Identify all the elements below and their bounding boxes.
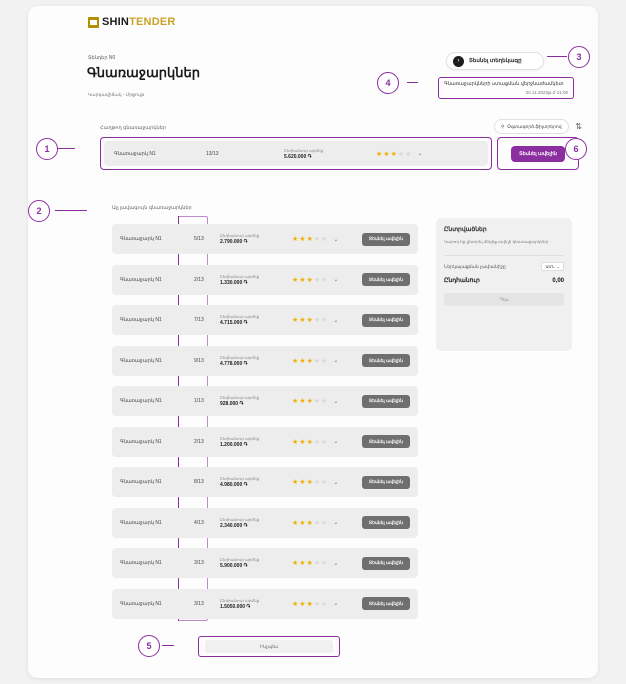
deadline-label: Գնառաջարկների ստացման վերջնաժամկետ <box>444 81 564 87</box>
row-price-label: Ընդհանուր արժեք <box>220 314 260 319</box>
chevron-down-icon[interactable]: ⌄ <box>333 560 339 567</box>
row-price <box>220 598 292 610</box>
filter-chip[interactable] <box>494 119 569 134</box>
row-company: Գնառաջարկ N1 <box>120 479 162 485</box>
row-price-label: Ընդհանուր արժեք <box>220 395 260 400</box>
star-icon: ★ <box>306 438 313 446</box>
callout-badge-1: 1 <box>36 138 58 160</box>
row-company: Գնառաջարկ N1 <box>120 276 162 283</box>
star-icon: ★ <box>299 236 306 243</box>
row-count: 3/13 <box>194 560 204 566</box>
row-price <box>220 436 292 448</box>
page-subtitle: Կարգավիճակ - Մրցույթ <box>88 92 145 97</box>
row-select-button[interactable]: Տեսնել ավելին <box>362 314 410 327</box>
row-price <box>220 476 292 488</box>
callout-connector-2 <box>55 210 87 211</box>
row-rating[interactable] <box>292 559 338 567</box>
table-row[interactable] <box>112 265 418 295</box>
row-price-label: Ընդհանուր արժեք <box>220 273 260 279</box>
callout-connector-1 <box>55 148 75 149</box>
star-icon: ★ <box>313 317 321 324</box>
star-icon: ★ <box>306 357 313 365</box>
row-select-button[interactable]: Տեսնել ավելին <box>362 516 410 529</box>
brand-logo[interactable] <box>88 16 176 28</box>
star-icon: ★ <box>321 317 328 324</box>
star-icon: ★ <box>313 398 321 405</box>
star-icon: ★ <box>321 479 328 486</box>
row-price-value: 5.900.000 ֏ <box>220 563 248 569</box>
deadline-box <box>438 77 574 99</box>
star-icon: ★ <box>292 438 299 446</box>
row-price <box>220 233 292 245</box>
panel-title: Ընտրվածներ <box>444 227 487 233</box>
currency-value: ԱՄՆ <box>545 264 555 270</box>
panel-currency-row <box>444 262 564 271</box>
currency-select[interactable] <box>541 262 564 271</box>
row-price-value: 4.980.000 ֏ <box>220 482 248 488</box>
row-rating[interactable] <box>292 438 338 446</box>
panel-divider <box>444 255 564 256</box>
row-price-label: Ընդհանուր արժեք <box>220 597 260 603</box>
star-icon: ★ <box>292 357 299 365</box>
star-icon: ★ <box>292 317 299 324</box>
star-icon: ★ <box>306 600 313 608</box>
star-icon: ★ <box>405 150 412 158</box>
star-icon: ★ <box>299 357 306 365</box>
star-icon: ★ <box>376 150 383 158</box>
chevron-down-icon[interactable]: ⌄ <box>333 520 339 526</box>
chevron-down-icon[interactable]: ⌄ <box>333 439 339 445</box>
star-icon: ★ <box>299 600 306 608</box>
winner-select-button[interactable]: Տեսնել ավելին <box>511 146 565 162</box>
callout-connector-3 <box>547 56 567 57</box>
row-price <box>220 557 292 569</box>
winner-price-value: 5.620.000 ֏ <box>284 153 312 160</box>
chevron-down-icon[interactable]: ⌄ <box>333 398 339 405</box>
table-row[interactable] <box>112 467 418 497</box>
brand-part-one: SHIN <box>102 16 130 28</box>
panel-action-button[interactable]: Պես <box>444 293 564 306</box>
row-rating[interactable] <box>292 600 338 608</box>
star-icon: ★ <box>299 276 306 284</box>
row-rating[interactable] <box>292 519 338 527</box>
panel-total-label: Ընդհանուր <box>444 278 480 285</box>
star-icon: ★ <box>306 479 313 486</box>
row-price <box>220 314 292 326</box>
star-icon: ★ <box>313 438 321 446</box>
row-price-value: 2.340.000 ֏ <box>220 522 248 529</box>
row-select-button[interactable]: Տեսնել ավելին <box>362 233 410 246</box>
star-icon: ★ <box>306 519 313 527</box>
star-icon: ★ <box>292 479 299 486</box>
star-icon: ★ <box>299 438 306 446</box>
row-price-label: Ընդհանուր արժեք <box>220 476 260 481</box>
star-icon: ★ <box>321 357 328 365</box>
winner-count: 13/13 <box>206 150 219 157</box>
callout-badge-6: 6 <box>565 138 587 160</box>
filter-icon: ⚲ <box>501 123 505 129</box>
star-icon: ★ <box>292 600 299 608</box>
winner-row[interactable] <box>104 141 488 166</box>
star-icon: ★ <box>321 398 328 405</box>
row-price-value: 1.330.000 ֏ <box>220 279 248 286</box>
brand-wordmark <box>102 16 176 28</box>
star-icon: ★ <box>306 317 313 324</box>
star-icon: ★ <box>397 150 405 158</box>
callout-badge-5: 5 <box>138 635 160 657</box>
star-icon: ★ <box>306 236 313 243</box>
star-icon: ★ <box>321 560 328 567</box>
row-company: Գնառաջարկ N1 <box>120 236 162 242</box>
row-select-button[interactable]: Տեսնել ավելին <box>362 597 410 610</box>
row-count: 2/13 <box>194 276 204 283</box>
panel-currency-label: Ներկայացման չափանիշը <box>444 263 506 269</box>
row-select-button[interactable]: Տեսնել ավելին <box>362 435 410 448</box>
app-page <box>28 6 598 678</box>
star-icon: ★ <box>321 236 328 243</box>
star-icon: ★ <box>292 276 299 284</box>
row-price-label: Ընդհանուր արժեք <box>220 516 260 522</box>
star-icon: ★ <box>321 519 328 527</box>
deadline-value: 20.11.2023թ ժ 21:00 <box>525 90 568 95</box>
row-price <box>220 517 292 529</box>
chevron-down-icon[interactable]: ⌄ <box>333 236 339 243</box>
row-select-button[interactable]: Տեսնել ավելին <box>362 273 410 286</box>
winner-price <box>284 148 376 160</box>
callout-connector-5 <box>162 645 174 646</box>
row-price-label: Ընդհանուր արժեք <box>220 233 260 238</box>
row-company: Գնառաջարկ N1 <box>120 398 162 404</box>
table-row[interactable] <box>112 548 418 578</box>
star-icon: ★ <box>292 519 299 527</box>
panel-total-value: 0,00 <box>552 277 564 284</box>
row-company: Գնառաջարկ N1 <box>120 519 162 526</box>
star-icon: ★ <box>313 560 321 567</box>
star-icon: ★ <box>313 600 321 608</box>
callout-connector-4 <box>407 82 418 83</box>
filter-row <box>494 119 584 134</box>
callout-badge-4: 4 <box>377 72 399 94</box>
view-announcement-button[interactable] <box>446 52 544 70</box>
star-icon: ★ <box>299 398 306 405</box>
row-price-value: 928.000 ֏ <box>220 401 244 407</box>
star-icon: ★ <box>292 398 299 405</box>
sort-icon[interactable]: ⇅ <box>575 122 582 131</box>
star-icon: ★ <box>306 560 313 567</box>
panel-description: Կարող եք ընտրել մեկից ավելի գնառաջարկներ <box>444 239 549 244</box>
row-select-button[interactable]: Տեսնել ավելին <box>362 395 410 408</box>
row-select-button[interactable]: Տեսնել ավելին <box>362 354 410 367</box>
row-count: 5/13 <box>194 236 204 242</box>
tender-number: Տենդեր N0 <box>88 55 116 61</box>
winner-rating[interactable] <box>376 150 422 158</box>
row-rating[interactable] <box>292 478 338 486</box>
row-price <box>220 274 292 286</box>
row-select-button[interactable]: Տեսնել ավելին <box>362 557 410 570</box>
table-row[interactable] <box>112 224 418 254</box>
star-icon: ★ <box>292 236 299 243</box>
row-price-value: 1.5050.000 ֏ <box>220 603 251 610</box>
callout-badge-2: 2 <box>28 200 50 222</box>
star-icon: ★ <box>299 519 306 527</box>
winner-company: Գնառաջարկ N1 <box>114 150 156 157</box>
star-icon: ★ <box>292 560 299 567</box>
row-company: Գնառաջարկ N1 <box>120 600 162 607</box>
table-row[interactable] <box>112 305 418 335</box>
selected-panel <box>436 218 572 351</box>
winner-section-label: Հաղթող գնառաջարկներ <box>100 125 166 131</box>
table-row[interactable] <box>112 386 418 416</box>
chevron-down-icon[interactable]: ⌄ <box>333 601 339 607</box>
row-price-value: 4.715.000 ֏ <box>220 320 248 326</box>
row-price-label: Ընդհանուր արժեք <box>220 435 260 441</box>
building-icon <box>88 17 99 28</box>
view-announcement-label: Տեսնել տեղեկագը <box>469 58 522 64</box>
star-icon: ★ <box>321 438 328 446</box>
star-icon: ★ <box>299 560 306 567</box>
table-row[interactable] <box>112 427 418 457</box>
row-company: Գնառաջարկ N1 <box>120 357 162 364</box>
row-company: Գնառաջարկ N1 <box>120 560 162 566</box>
row-price-value: 2.790.000 ֏ <box>220 239 248 245</box>
chevron-down-icon[interactable]: ⌄ <box>333 317 339 324</box>
row-company: Գնառաջարկ N1 <box>120 317 162 323</box>
star-icon: ★ <box>383 150 390 158</box>
star-icon: ★ <box>299 479 306 486</box>
star-icon: ★ <box>313 236 321 243</box>
row-price-label: Ընդհանուր արժեք <box>220 557 260 562</box>
row-count: 3/13 <box>194 600 204 607</box>
row-count: 2/13 <box>194 438 204 445</box>
row-rating[interactable] <box>292 276 338 284</box>
star-icon: ★ <box>313 479 321 486</box>
row-rating[interactable] <box>292 357 338 365</box>
star-icon: ★ <box>313 519 321 527</box>
table-row[interactable] <box>112 508 418 538</box>
table-row[interactable] <box>112 589 418 619</box>
star-icon: ★ <box>321 600 328 608</box>
row-count: 1/13 <box>194 398 204 404</box>
callout-badge-3: 3 <box>568 46 590 68</box>
row-rating[interactable] <box>292 397 338 405</box>
chevron-down-icon[interactable]: ⌄ <box>333 358 339 364</box>
bottom-action-frame <box>198 636 340 657</box>
row-company: Գնառաջարկ N1 <box>120 438 162 445</box>
row-count: 9/13 <box>194 357 204 364</box>
star-icon: ★ <box>306 398 313 405</box>
row-count: 8/13 <box>194 479 204 485</box>
row-price <box>220 355 292 367</box>
star-icon: ★ <box>313 276 321 284</box>
other-section-label: Այլ լավագույն գնառաջարկներ <box>112 205 192 211</box>
row-price-value: 1.200.000 ֏ <box>220 441 248 448</box>
bottom-action-button[interactable]: Ինչպես <box>205 640 333 653</box>
star-icon: ★ <box>313 357 321 365</box>
row-price <box>220 395 292 407</box>
row-price-label: Ընդհանուր արժեք <box>220 354 260 360</box>
brand-part-two: TENDER <box>129 16 176 28</box>
arrow-right-icon: › <box>453 56 464 67</box>
chevron-down-icon: ⌄ <box>556 264 560 270</box>
filter-chip-label: Օգտագործ.ֆիլտրերով <box>507 123 562 129</box>
row-rating[interactable] <box>292 316 338 324</box>
table-row[interactable] <box>112 346 418 376</box>
row-rating[interactable] <box>292 235 338 243</box>
winner-price-label: Ընդհանուր արժեք <box>284 147 324 153</box>
row-count: 7/13 <box>194 317 204 323</box>
page-title: Գնառաջարկներ <box>87 65 200 80</box>
chevron-down-icon[interactable]: ⌄ <box>333 277 339 283</box>
callout-connector-6 <box>553 148 565 149</box>
row-price-value: 4.778.000 ֏ <box>220 360 248 367</box>
star-icon: ★ <box>299 317 306 324</box>
chevron-down-icon[interactable]: ⌄ <box>333 479 339 486</box>
row-count: 4/13 <box>194 519 204 526</box>
panel-total-row <box>444 277 564 284</box>
row-select-button[interactable]: Տեսնել ավելին <box>362 476 410 489</box>
star-icon: ★ <box>321 276 328 284</box>
star-icon: ★ <box>390 150 397 158</box>
chevron-down-icon[interactable]: ⌄ <box>417 151 423 157</box>
star-icon: ★ <box>306 276 313 284</box>
